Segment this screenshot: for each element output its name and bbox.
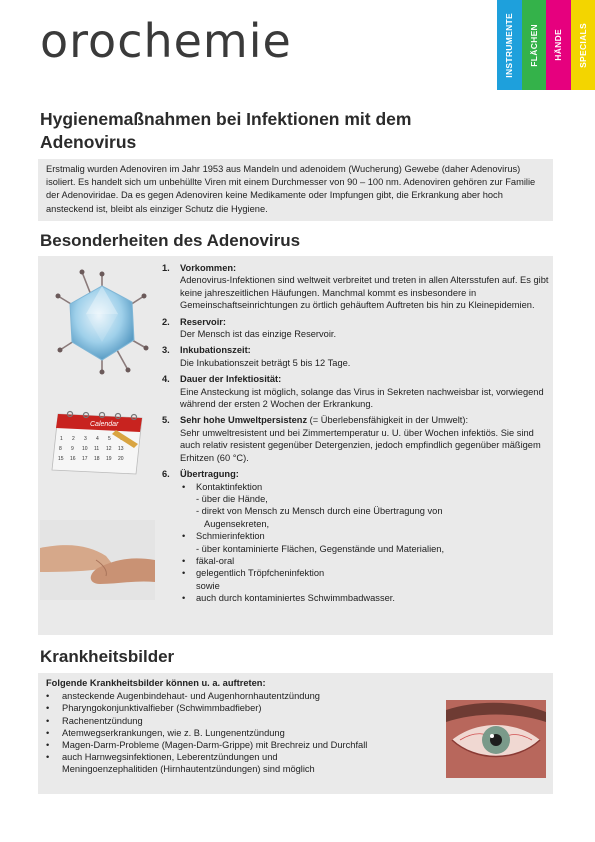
calendar-label: Calendar [90, 421, 119, 428]
transmission-droplet: • gelegentlich Tröpfcheninfektion [182, 568, 325, 579]
list-item: • ansteckende Augenbindehaut- und Augenhornhautentzündung [46, 691, 320, 702]
transmission-pool: • auch durch kontaminiertes Schwimmbadwasser. [182, 593, 395, 604]
svg-text:4: 4 [96, 436, 99, 442]
svg-text:13: 13 [118, 446, 124, 452]
svg-text:12: 12 [106, 446, 112, 452]
list-item: 4. Dauer der Infektiosität: Eine Ansteckung ist möglich, solange das Virus in Sekreten nachweisbar ist, vorwiegend während der ersten 2 Wochen der Erkrankung. [162, 374, 544, 410]
svg-text:20: 20 [118, 456, 124, 462]
svg-text:9: 9 [71, 446, 74, 452]
svg-text:16: 16 [70, 456, 76, 462]
tab-flaechen[interactable]: FLÄCHEN [522, 0, 547, 90]
svg-text:18: 18 [94, 456, 100, 462]
list-item: 5. Sehr hohe Umweltpersistenz (= Überlebensfähigkeit in der Umwelt): Sehr umweltresistent und bei Zimmertemperatur u. U. über Wochen infektiös. Sie sind auch relativ resistent gegenüber Detergenzien, jedoch empfindlich gegenüber mäßigem Erhitzen (60 °C). [162, 415, 541, 463]
svg-text:1: 1 [60, 436, 63, 442]
category-tabs [497, 0, 595, 90]
svg-text:17: 17 [82, 456, 88, 462]
besonderheiten-list [160, 262, 550, 609]
transmission-contact: • Kontaktinfektion [182, 481, 263, 492]
tab-instrumente[interactable]: INSTRUMENTE [497, 0, 522, 90]
list-item: 2. Reservoir: Der Mensch ist das einzige Reservoir. [162, 316, 337, 340]
calendar-image [46, 404, 146, 484]
list-item: • Magen-Darm-Probleme (Magen-Darm-Grippe) mit Brechreiz und Durchfall [46, 740, 368, 751]
list-item: 3. Inkubationszeit: Die Inkubationszeit beträgt 5 bis 12 Tage. [162, 345, 351, 368]
list-item: • Rachenentzündung [46, 715, 143, 726]
section-heading-besonderheiten: Besonderheiten des Adenovirus [40, 231, 301, 250]
list-item: • auch Harnwegsinfektionen, Leberentzündungen und Meningoenzephalitiden (Hirnhautentzündungen) sind möglich [46, 752, 315, 775]
list-item: • Pharyngokonjunktivalfieber (Schwimmbadfieber) [46, 703, 262, 714]
page-title: Hygienemaßnahmen bei Infektionen mit dem Adenovirus [40, 109, 412, 152]
tab-specials[interactable]: SPECIALS [571, 0, 595, 90]
svg-text:8: 8 [59, 446, 62, 452]
svg-text:3: 3 [84, 436, 87, 442]
intro-text: Erstmalig wurden Adenoviren im Jahr 1953 aus Mandeln und adenoidem (Wucherung) Gewebe (daher Adenovirus) isoliert. Es handelt sich um unbehüllte Viren mit einem Durchmesser von 90 – 100 nm. Adenoviren gehören zur Familie der Adenoviridae. Da es gegen Adenoviren keine Medikamente oder Impfungen gibt, die Erkrankung aber hoch ansteckend ist, bleibt als einziger Schutz die Hygiene. [38, 159, 553, 221]
tab-haende[interactable]: HÄNDE [546, 0, 571, 90]
eye-image [446, 700, 546, 778]
list-item: 6. Übertragung: • Kontaktinfektion - über die Hände, - direkt von Mensch zu Mensch durch eine Übertragung von Augensekreten, • Schmierinfektion - über kontaminierte Flächen, Gegenstände und Materialien, • fäkal-oral • gelegentlich Tröpfcheninfektion sowie • auch durch kontaminiertes Schwimmbadwasser. [160, 468, 550, 604]
svg-text:15: 15 [58, 456, 64, 462]
svg-text:19: 19 [106, 456, 112, 462]
transmission-smear: • Schmierinfektion [182, 531, 265, 542]
svg-text:5: 5 [108, 436, 111, 442]
handshake-image [40, 520, 155, 600]
transmission-fecal: • fäkal-oral [182, 555, 235, 566]
svg-text:10: 10 [82, 446, 88, 452]
brand-logo: orochemie [40, 14, 292, 68]
svg-text:11: 11 [94, 446, 100, 452]
section-heading-krankheitsbilder: Krankheitsbilder [40, 647, 175, 666]
krankheitsbilder-list: Folgende Krankheitsbilder können u. a. auftreten: • ansteckende Augenbindehaut- und Augenhornhautentzündung • Pharyngokonjunktivalfieber (Schwimmbadfieber) • Rachenentzündung • Atemwegserkrankungen, wie z. B. Lungenentzündung • Magen-Darm-Probleme (Magen-Darm-Grippe) mit Brechreiz und Durchfall • auch Harnwegsinfektionen, Leberentzündungen und Meningoenzephalitiden (Hirnhautentzündungen) sind möglich [46, 677, 446, 776]
virus-image [52, 268, 152, 378]
svg-text:2: 2 [72, 436, 75, 442]
list-item: • Atemwegserkrankungen, wie z. B. Lungenentzündung [46, 727, 285, 738]
list-item: 1. Vorkommen: Adenovirus-Infektionen sind weltweit verbreitet und treten in allen Altersstufen auf. Es gibt keine jahreszeitlichen Häufungen. Manchmal kommt es insbesondere in Gemeinschaftseinrichtungen zu örtlich gehäuftem Auftreten bis hin zu Kleinepidemien. [162, 263, 549, 311]
